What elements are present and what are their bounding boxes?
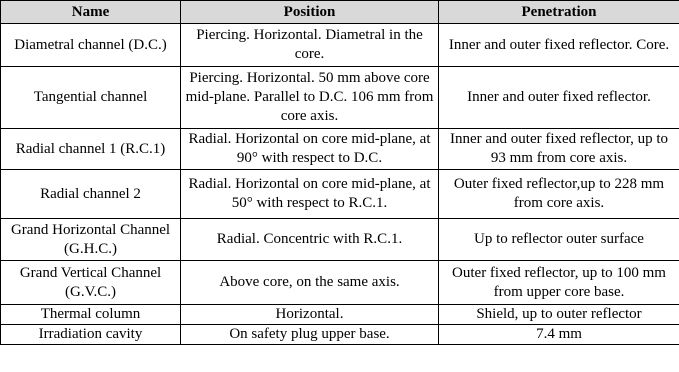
cell-position: Piercing. Horizontal. Diametral in the core. (181, 24, 439, 67)
cell-penetration: Up to reflector outer surface (439, 219, 679, 261)
cell-name: Radial channel 1 (R.C.1) (1, 129, 181, 170)
cell-name: Diametral channel (D.C.) (1, 24, 181, 67)
cell-position: Radial. Concentric with R.C.1. (181, 219, 439, 261)
table-row (1, 261, 679, 305)
cell-position: Piercing. Horizontal. 50 mm above core mid-plane. Parallel to D.C. 106 mm from core axis. (181, 67, 439, 129)
table-row (1, 325, 679, 345)
header-name: Name (1, 1, 181, 24)
cell-name: Grand Horizontal Channel (G.H.C.) (1, 219, 181, 261)
table-row (1, 219, 679, 261)
cell-name: Radial channel 2 (1, 170, 181, 219)
cell-penetration: 7.4 mm (439, 325, 679, 345)
table-row (1, 305, 679, 325)
cell-position: Radial. Horizontal on core mid-plane, at 50° with respect to R.C.1. (181, 170, 439, 219)
cell-penetration: Inner and outer fixed reflector. Core. (439, 24, 679, 67)
cell-position: Horizontal. (181, 305, 439, 325)
table-row (1, 24, 679, 67)
cell-name: Thermal column (1, 305, 181, 325)
cell-position: On safety plug upper base. (181, 325, 439, 345)
cell-name: Irradiation cavity (1, 325, 181, 345)
header-position: Position (181, 1, 439, 24)
table-row (1, 170, 679, 219)
cell-penetration: Outer fixed reflector,up to 228 mm from core axis. (439, 170, 679, 219)
table-row (1, 129, 679, 170)
header-penetration: Penetration (439, 1, 679, 24)
cell-penetration: Inner and outer fixed reflector. (439, 67, 679, 129)
cell-name: Tangential channel (1, 67, 181, 129)
cell-name: Grand Vertical Channel (G.V.C.) (1, 261, 181, 305)
cell-position: Radial. Horizontal on core mid-plane, at 90° with respect to D.C. (181, 129, 439, 170)
cell-penetration: Inner and outer fixed reflector, up to 93 mm from core axis. (439, 129, 679, 170)
table-row (1, 67, 679, 129)
header-row (1, 1, 679, 24)
cell-position: Above core, on the same axis. (181, 261, 439, 305)
cell-penetration: Shield, up to outer reflector (439, 305, 679, 325)
cell-penetration: Outer fixed reflector, up to 100 mm from upper core base. (439, 261, 679, 305)
